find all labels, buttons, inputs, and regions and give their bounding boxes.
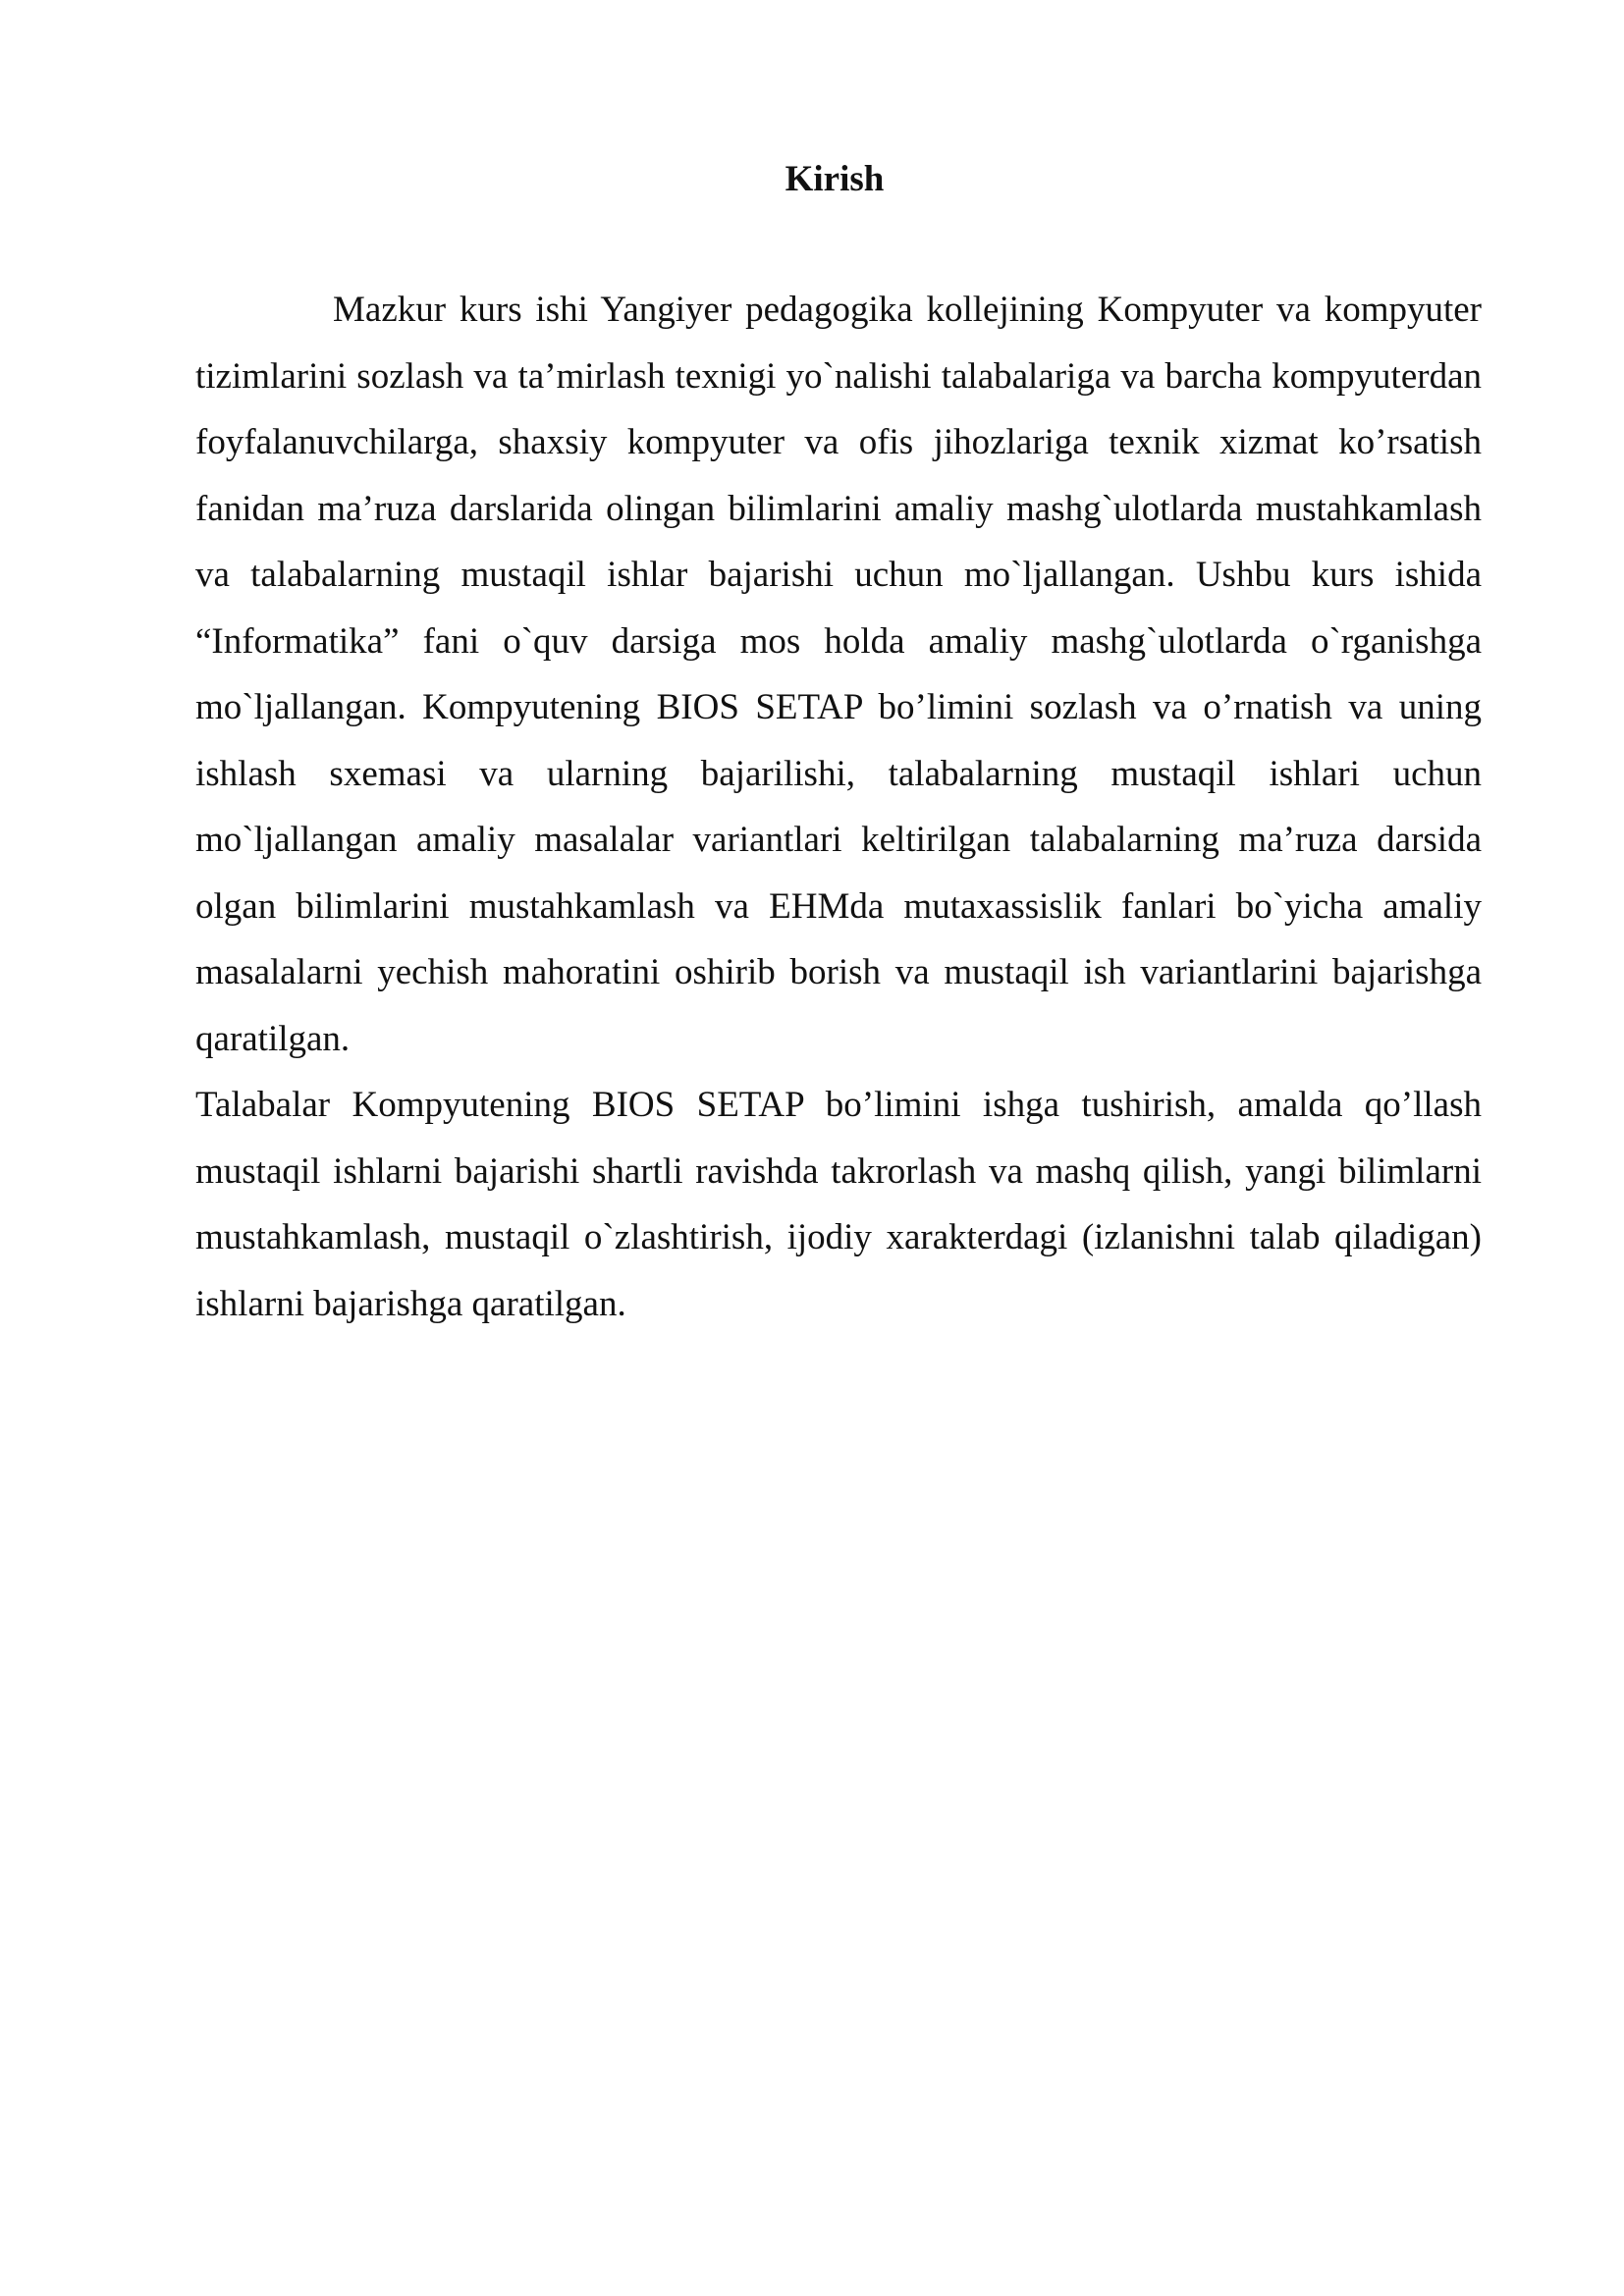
page-title: Kirish — [785, 159, 885, 199]
paragraph-intro: Mazkur kurs ishi Yangiyer pedagogika kollejining Kompyuter va kompyuter tizimlarini sozlash va ta’mirlash texnigi yo`nalishi talabalariga va barcha kompyuterdan foyfalanuvchilarga, shaxsiy kompyuter va ofis jihozlariga texnik xizmat ko’rsatish fanidan ma’ruza darslarida olingan bilimlarini amaliy mashg`ulotlarda mustahkamlash va talabalarning mustaqil ishlar bajarishi uchun mo`ljallangan. Ushbu kurs ishida “Informatika” fani o`quv darsiga mos holda amaliy mashg`ulotlarda o`rganishga mo`ljallangan. Kompyutening BIOS SETAP bo’limini sozlash va o’rnatish va uning ishlash sxemasi va ularning bajarilishi, talabalarning mustaqil ishlari uchun mo`ljallangan amaliy masalalar variantlari keltirilgan talabalarning ma’ruza darsida olgan bilimlarini mustahkamlash va EHMda mutaxassislik fanlari bo`yicha amaliy masalalarni yechish mahoratini oshirib borish va mustaqil ish variantlarini bajarishga qaratilgan. — [195, 290, 1482, 1059]
paragraph-students: Talabalar Kompyutening BIOS SETAP bo’limini ishga tushirish, amalda qo’llash mustaqil ishlarni bajarishi shartli ravishda takrorlash va mashq qilish, yangi bilimlarni mustahkamlash, mustaqil o`zlashtirish, ijodiy xarakterdagi (izlanishni talab qiladigan) ishlarni bajarishga qaratilgan. — [195, 1085, 1482, 1324]
document-body — [195, 277, 1482, 1337]
